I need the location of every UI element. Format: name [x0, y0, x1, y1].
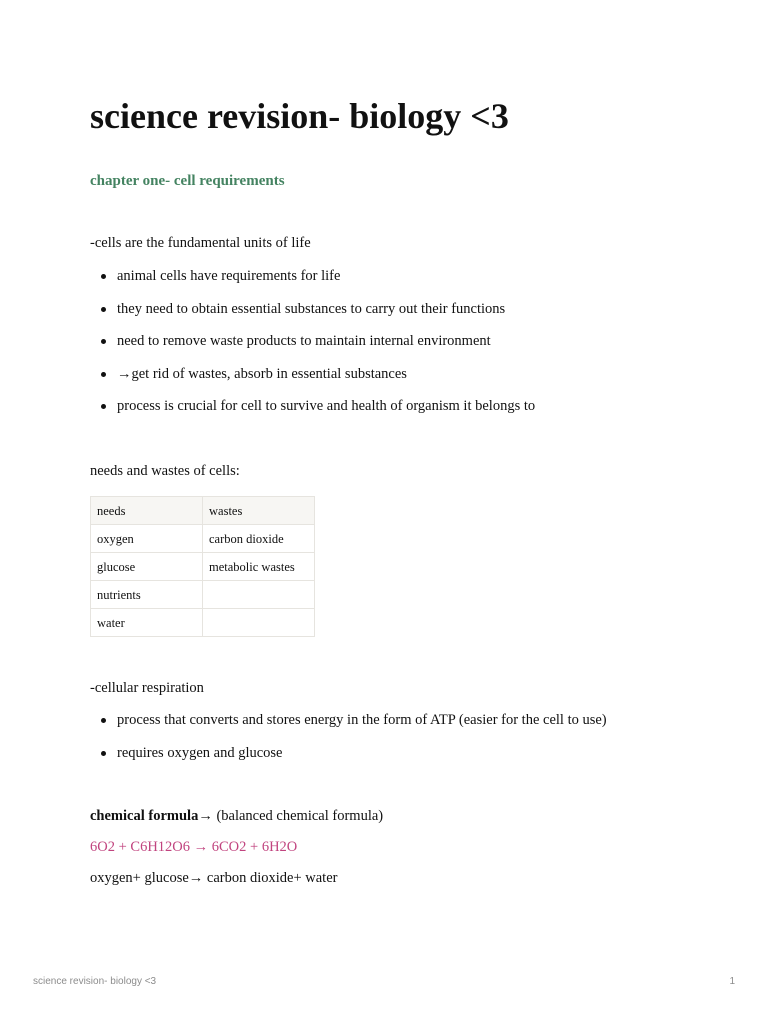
table-header-row: [91, 497, 315, 525]
intro-bullet-list: [90, 266, 535, 429]
table-row: [91, 553, 315, 581]
table-row: [91, 525, 315, 553]
table-row: [91, 581, 315, 609]
formula-label-bold: chemical formula: [90, 808, 199, 824]
table-caption: needs and wastes of cells:: [90, 463, 240, 479]
needs-wastes-table: [90, 496, 315, 637]
table-header-cell: wastes: [203, 497, 315, 525]
word-equation: oxygen+ glucose→ carbon dioxide+ water: [90, 870, 338, 886]
table-row: [91, 609, 315, 637]
table-cell: [203, 609, 315, 637]
table-cell: carbon dioxide: [203, 525, 315, 553]
list-item: requires oxygen and glucose: [90, 743, 607, 763]
chemical-equation: 6O2 + C6H12O6 → 6CO2 + 6H2O: [90, 839, 298, 855]
table-cell: nutrients: [91, 581, 203, 609]
table-cell: metabolic wastes: [203, 553, 315, 581]
footer-title: science revision- biology <3: [33, 976, 157, 987]
respiration-bullet-list: [90, 710, 607, 775]
table-cell: [203, 581, 315, 609]
respiration-heading: -cellular respiration: [90, 680, 204, 696]
table-cell: glucose: [91, 553, 203, 581]
chapter-heading: chapter one- cell requirements: [90, 173, 285, 189]
list-item: animal cells have requirements for life: [90, 266, 535, 286]
table-cell: water: [91, 609, 203, 637]
table-header-cell: needs: [91, 497, 203, 525]
formula-label: [90, 806, 383, 826]
intro-text: -cells are the fundamental units of life: [90, 235, 311, 251]
list-item: need to remove waste products to maintain internal environment: [90, 331, 535, 351]
table-cell: oxygen: [91, 525, 203, 553]
list-item: they need to obtain essential substances to carry out their functions: [90, 299, 535, 319]
page-title: science revision- biology <3: [90, 96, 509, 136]
formula-label-rest: → (balanced chemical formula): [198, 808, 384, 824]
list-item: →get rid of wastes, absorb in essential substances: [90, 364, 535, 384]
list-item: process that converts and stores energy in the form of ATP (easier for the cell to use): [90, 710, 607, 730]
page-number: 1: [729, 976, 735, 987]
list-item: process is crucial for cell to survive and health of organism it belongs to: [90, 396, 535, 416]
